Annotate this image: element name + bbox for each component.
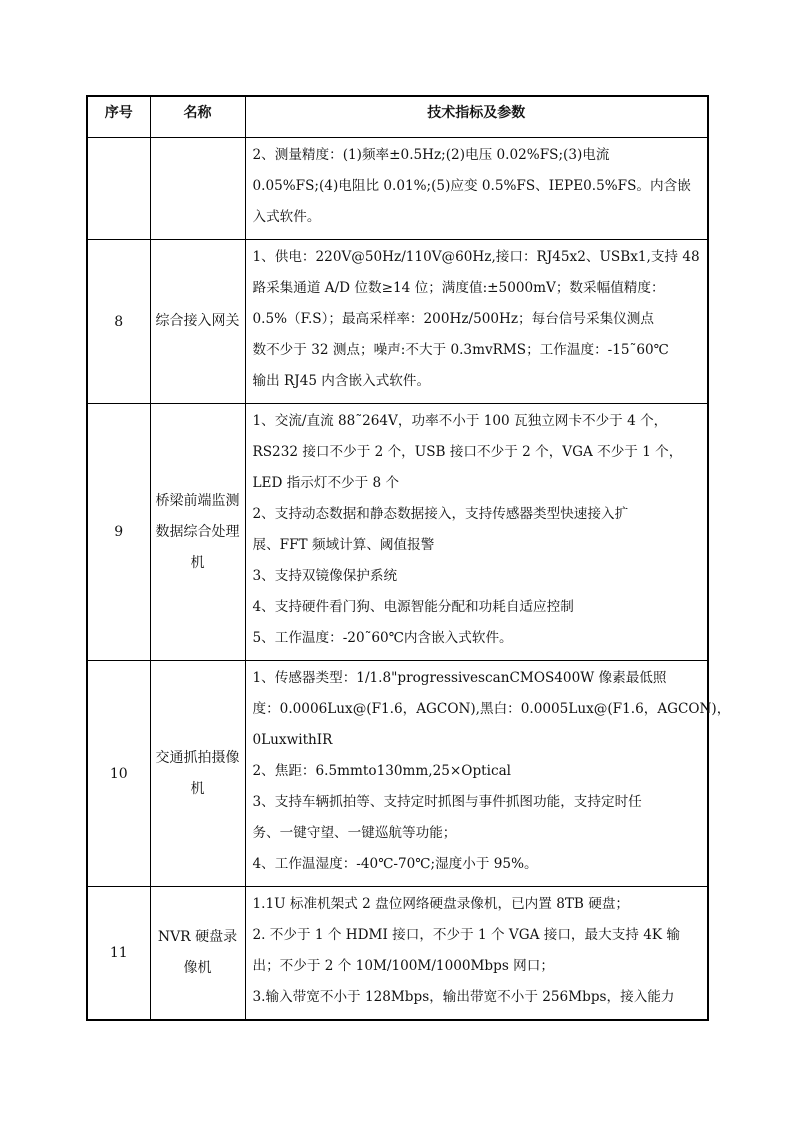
spec-line: 5、工作温度：-20˜60℃内含嵌入式软件。 [252, 630, 513, 646]
spec-line: 输出 RJ45 内含嵌入式软件。 [252, 373, 431, 389]
header-spec: 技术指标及参数 [245, 96, 708, 138]
spec-line: 0.5%（F.S）；最高采样率：200Hz/500Hz；每台信号采集仪测点 [252, 311, 654, 327]
table-row [87, 240, 708, 404]
spec-line: LED 指示灯不少于 8 个 [252, 475, 400, 491]
row-number [87, 138, 150, 240]
table-body [87, 138, 731, 1021]
row-number: 10 [87, 661, 150, 887]
row-name: 综合接入网关 [150, 240, 245, 404]
row-spec [245, 240, 708, 404]
header-row [87, 96, 708, 138]
row-spec [245, 887, 708, 1021]
spec-line: 度：0.0006Lux@(F1.6，AGCON),黑白：0.0005Lux@(F1.6，AGCON)， [252, 701, 731, 717]
spec-line: 数不少于 32 测点；噪声:不大于 0.3mvRMS；工作温度：-15˜60℃ [252, 342, 669, 358]
header-name: 名称 [150, 96, 245, 138]
spec-line: 2、焦距：6.5mmto130mm,25×Optical [252, 763, 512, 779]
row-number: 9 [87, 404, 150, 661]
row-name [150, 138, 245, 240]
spec-line: 3、支持车辆抓拍等、支持定时抓图与事件抓图功能，支持定时任 [252, 794, 642, 810]
row-spec [245, 404, 708, 661]
row-spec [245, 661, 731, 887]
spec-table [86, 95, 731, 1021]
row-name: 桥梁前端监测数据综合处理机 [150, 404, 245, 661]
spec-line: 0.05%FS;(4)电阻比 0.01%;(5)应变 0.5%FS、IEPE0.5%FS。内含嵌 [252, 178, 691, 194]
spec-line: 展、FFT 频域计算、阈值报警 [252, 537, 435, 553]
spec-line: 1、供电：220V@50Hz/110V@60Hz,接口：RJ45x2、USBx1,支持 48 [252, 249, 700, 265]
table-row [87, 404, 708, 661]
table-row [87, 887, 708, 1021]
spec-line: 路采集通道 A/D 位数≥14 位；满度值:±5000mV；数采幅值精度： [252, 280, 665, 296]
document-page [86, 95, 731, 1021]
spec-line: 1、传感器类型：1/1.8"progressivescanCMOS400W 像素最低照 [252, 670, 667, 686]
spec-line: 4、工作温湿度：-40℃-70℃;湿度小于 95%。 [252, 856, 538, 872]
header-no: 序号 [87, 96, 150, 138]
spec-line: 1、交流/直流 88˜264V，功率不小于 100 瓦独立网卡不少于 4 个， [252, 413, 668, 429]
spec-line: 2. 不少于 1 个 HDMI 接口，不少于 1 个 VGA 接口，最大支持 4K 输 [252, 927, 680, 943]
spec-line: 2、测量精度：(1)频率±0.5Hz;(2)电压 0.02%FS;(3)电流 [252, 147, 610, 163]
row-spec [245, 138, 708, 240]
spec-line: 出；不少于 2 个 10M/100M/1000Mbps 网口； [252, 958, 554, 974]
spec-line: 0LuxwithIR [252, 732, 333, 748]
spec-line: 1.1U 标准机架式 2 盘位网络硬盘录像机，已内置 8TB 硬盘； [252, 896, 630, 912]
row-name: 交通抓拍摄像机 [150, 661, 245, 887]
spec-line: 2、支持动态数据和静态数据接入，支持传感器类型快速接入扩 [252, 506, 629, 522]
spec-line: 4、支持硬件看门狗、电源智能分配和功耗自适应控制 [252, 599, 574, 615]
row-number: 8 [87, 240, 150, 404]
spec-line: 3、支持双镜像保护系统 [252, 568, 398, 584]
spec-line: 3.输入带宽不小于 128Mbps，输出带宽不小于 256Mbps，接入能力 [252, 989, 675, 1005]
spec-line: 务、一键守望、一键巡航等功能； [252, 825, 457, 841]
row-number: 11 [87, 887, 150, 1021]
table-row [87, 138, 708, 240]
spec-line: 入式软件。 [252, 209, 321, 225]
spec-line: RS232 接口不少于 2 个，USB 接口不少于 2 个，VGA 不少于 1 个， [252, 444, 683, 460]
row-name: NVR 硬盘录像机 [150, 887, 245, 1021]
table-row [87, 661, 708, 887]
